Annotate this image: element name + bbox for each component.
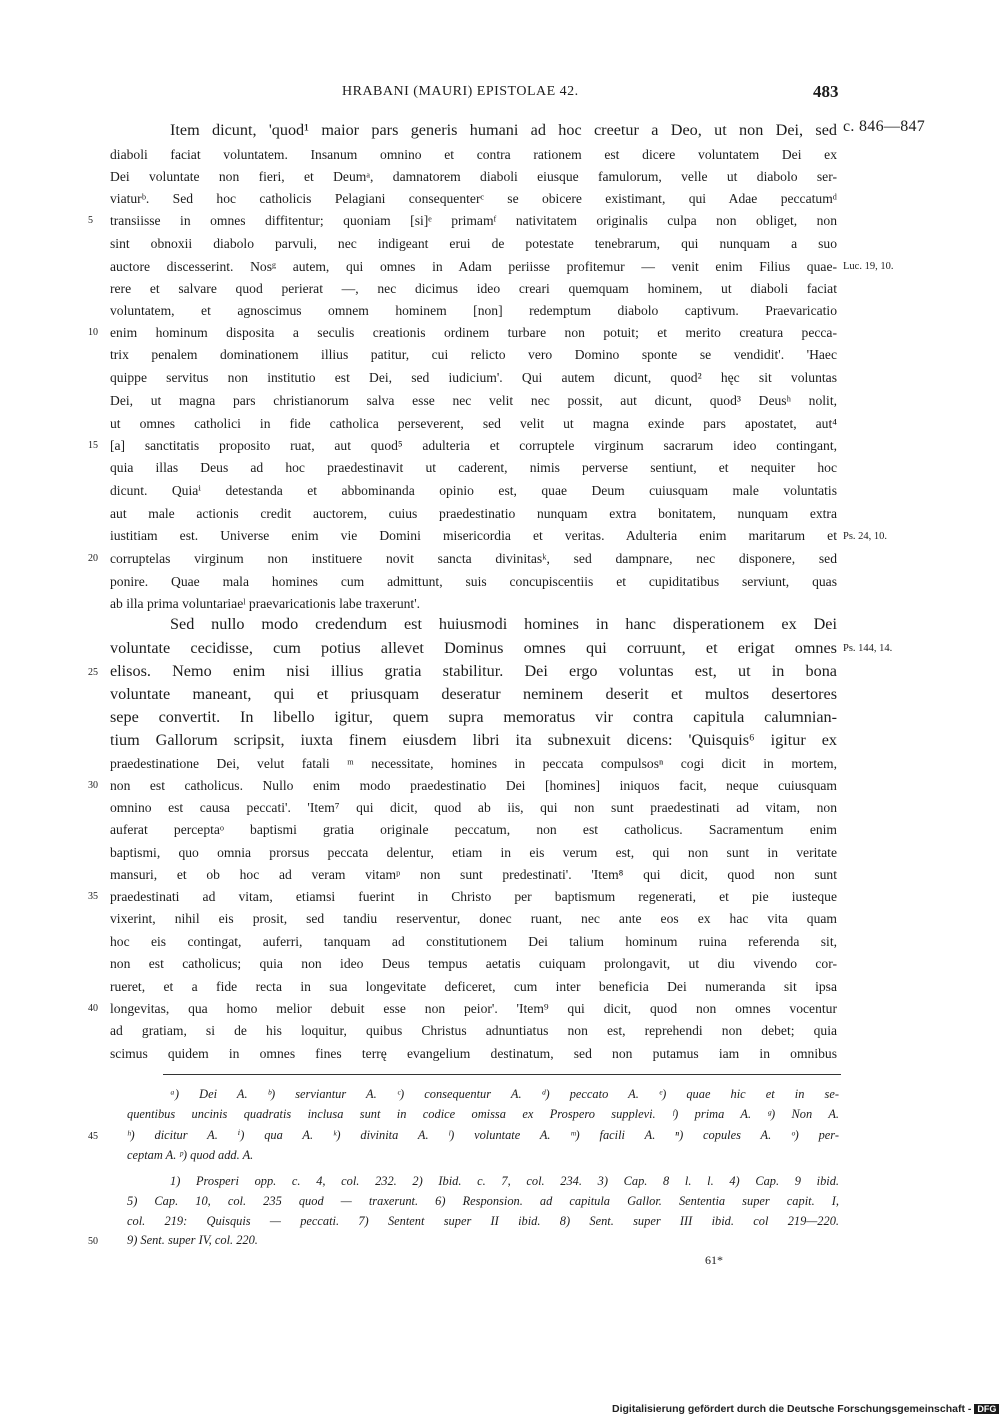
text-line: auferat perceptaᵒ baptismi gratia originale peccatum, non est catholicus. Sacramentum enim: [110, 822, 837, 837]
text-line: quippe servitus non institutio est Dei, sed iudicium'. Qui autem dicunt, quod² hęc sit voluntas: [110, 370, 837, 385]
text-line: praedestinati ad vitam, etiamsi fuerint in Christo per baptismum regenerati, et pie iusteque: [110, 889, 837, 904]
signature-mark: 61*: [705, 1253, 723, 1267]
text-line: dicunt. Quiaⁱ detestanda et abbominanda opinio est, quae Deum cuiusquam male voluntatis: [110, 483, 837, 498]
line-number: 25: [88, 667, 98, 678]
text-line: hoc eis contingat, auferri, tanquam ad constitutionem Dei talium hominum ruina referenda sit,: [110, 934, 837, 949]
text-line: tium Gallorum scripsit, iuxta finem eiusdem libri ita subnexuit dicens: 'Quisquis⁶ igitur ex: [110, 731, 837, 749]
text-line: corruptelas virginum non instituere novit sancta divinitasᵏ, sed dampnare, nec disponere, sed: [110, 551, 837, 566]
line-number: 35: [88, 891, 98, 902]
source-note: 1) Prosperi opp. c. 4, col. 232. 2) Ibid. c. 7, col. 234. 3) Cap. 8 l. l. 4) Cap. 9 ibid.: [170, 1174, 839, 1188]
apparatus-line: quentibus uncinis quadratis inclusa sunt in codice omissa ex Prospero supplevi. ᶠ) prima A. ᵍ) Non A.: [127, 1107, 839, 1121]
apparatus-line: ʰ) dicitur A. ⁱ) qua A. ᵏ) divinita A. ˡ) voluntate A. ᵐ) facili A. ⁿ) copules A. ᵒ) per-: [127, 1128, 839, 1142]
text-line: diaboli faciat voluntatem. Insanum omnino et contra rationem est dicere voluntatem Dei ex: [110, 147, 837, 162]
line-number: 50: [88, 1236, 98, 1247]
text-line: mansuri, et ob hoc ad veram vitamᵖ non sunt predestinati'. 'Item⁸ qui dicit, quod non sunt: [110, 867, 837, 882]
text-line: trix penalem dominationem illius patitur, cui relicto vero Domino sponte se vendidit'. 'Haec: [110, 347, 837, 362]
funding-text: Digitalisierung gefördert durch die Deutsche Forschungsgemeinschaft -: [612, 1403, 972, 1415]
text-line: iustitiam est. Universe enim vie Domini misericordia et veritas. Adulteria enim maritarum et: [110, 528, 837, 543]
margin-ref-ps24: Ps. 24, 10.: [843, 531, 888, 542]
page-number: 483: [813, 82, 839, 101]
source-note: 9) Sent. super IV, col. 220.: [127, 1233, 258, 1247]
apparatus-line: ᵃ) Dei A. ᵇ) serviantur A. ᶜ) consequentur A. ᵈ) peccato A. ᵉ) quae hic et in se-: [170, 1087, 839, 1101]
text-line: voluntatem, et agnoscimus omnem hominem [non] redemptum diabolo captivum. Praevaricatio: [110, 303, 837, 318]
running-title: HRABANI (MAURI) EPISTOLAE 42.: [342, 84, 579, 99]
line-number: 15: [88, 440, 98, 451]
line-number: 40: [88, 1003, 98, 1014]
text-line: praedestinatione Dei, velut fatali ᵐ necessitate, homines in peccata compulsosⁿ cogi dicit in mortem,: [110, 756, 837, 771]
text-line: elisos. Nemo enim nisi illius gratia stabilitur. Dei ergo voluntas est, ut in bona: [110, 662, 837, 680]
text-line: Dei, ut magna pars christianorum salva esse nec velit nec possit, aut dicunt, quod³ Deusʰ nolit,: [110, 393, 837, 408]
text-line: scimus quidem in omnes fines terrę evangelium destinatum, sed non putamus iam in omnibus: [110, 1046, 837, 1061]
text-line: viaturᵇ. Sed hoc catholicis Pelagiani consequenterᶜ se obicere existimant, qui Adae peccatumᵈ: [110, 191, 837, 206]
margin-date-ref: c. 846—847: [843, 118, 926, 135]
text-line: non est catholicus; quia non ideo Deus tempus aetatis cuiquam prolongavit, ut diu vivendo cor-: [110, 956, 837, 971]
footnote-rule: [163, 1074, 841, 1075]
margin-ref-luc: Luc. 19, 10.: [843, 261, 894, 272]
line-number: 5: [88, 215, 93, 226]
text-line: [a] sanctitatis proposito ruat, aut quod⁵ adulteria et corruptele virginum sacrarum ideo contingant,: [110, 438, 837, 453]
source-note: col. 219: Quisquis — peccati. 7) Sentent super II ibid. 8) Sent. super III ibid. col 219—220.: [127, 1214, 839, 1228]
line-number: 45: [88, 1131, 98, 1142]
text-line: non est catholicus. Nullo enim modo praedestinatio Dei [homines] iniquos facit, neque cuiusquam: [110, 778, 837, 793]
text-line: sepe convertit. In libello igitur, quem supra memoratus vir contra capitula calumnian-: [110, 708, 837, 726]
text-line: vixerint, nihil eis prosit, sed tandiu reserventur, donec ruant, nec ante eos ex hac vita quam: [110, 911, 837, 926]
line-number: 10: [88, 327, 98, 338]
text-line: aut male actionis credit auctorem, cuius praedestinatio nunquam extra bonitatem, nunquam extra: [110, 506, 837, 521]
line-number: 20: [88, 553, 98, 564]
text-line: voluntate maneant, qui et priusquam deseratur neminem deserit et multos desertores: [110, 685, 837, 703]
text-line: rere et salvare quod perierat —, nec dicimus ideo creari quemquam hominem, ut diaboli faciat: [110, 281, 837, 296]
text-line: omnino est causa peccati'. 'Item⁷ qui dicit, quod ab iis, qui non sunt praedestinati ad vitam, non: [110, 800, 837, 815]
text-line: voluntate cecidisse, cum potius allevet Dominus omnes qui corruunt, et erigat omnes: [110, 639, 837, 657]
text-line: ab illa prima voluntariaeˡ praevaricationis labe traxerunt'.: [110, 596, 421, 611]
text-line: enim hominum disposita a seculis creationis ordinem turbare non potuit; et merito creatura pecca-: [110, 325, 837, 340]
source-note: 5) Cap. 10, col. 235 quod — traxerunt. 6) Responsion. ad capitula Gallor. Sententia super capit. I,: [127, 1194, 839, 1208]
line-number: 30: [88, 780, 98, 791]
text-line: rueret, et a fide recta in sua longevitate deficeret, cum inter beneficia Dei numeranda sit ipsa: [110, 979, 837, 994]
margin-ref-ps144: Ps. 144, 14.: [843, 643, 893, 654]
dfg-logo: DFG: [974, 1404, 999, 1414]
digitization-credit: [612, 1403, 999, 1415]
text-line: ut omnes catholici in fide catholica perseverent, sed velit ut magna exinde pars apostatet, aut⁴: [110, 416, 837, 431]
text-line: Sed nullo modo credendum est huiusmodi homines in hanc disperationem ex Dei: [170, 615, 837, 633]
text-line: Dei voluntate non fieri, et Deumᵃ, damnatorem diaboli eiusque famulorum, velle ut diabolo ser-: [110, 169, 837, 184]
text-line: quia illas Deus ad hoc praedestinavit ut caderent, nimis perverse sentiunt, et nequiter hoc: [110, 460, 837, 475]
text-line: longevitas, qua homo melior debuit esse non peior'. 'Item⁹ qui dicit, quod non omnes vocentur: [110, 1001, 837, 1016]
text-line: baptismi, quo omnia prorsus peccata delentur, etiam in eis verum est, qui non sunt in veritate: [110, 845, 837, 860]
text-line: ad gratiam, si de his loquitur, quibus Christus adnuntiatus non est, reprehendi non debet; quia: [110, 1023, 837, 1038]
text-line: Item dicunt, 'quod¹ maior pars generis humani ad hoc creetur a Deo, ut non Dei, sed: [170, 121, 837, 139]
text-line: transiisse in omnes diffitentur; quoniam [si]ᵉ primamᶠ nativitatem originalis culpa non obliget, non: [110, 213, 837, 228]
text-line: auctore discesserint. Nosᵍ autem, qui omnes in Adam periisse profitemur — venit enim Filius quae-: [110, 259, 837, 274]
text-line: sint obnoxii diabolo parvuli, nec indigeant erui de potestate tenebrarum, qui nunquam a suo: [110, 236, 837, 251]
text-line: ponire. Quae mala homines cum admittunt, suis concupiscentiis et cupiditatibus serviunt, quas: [110, 574, 837, 589]
apparatus-line: ceptam A. ᵖ) quod add. A.: [127, 1148, 254, 1162]
